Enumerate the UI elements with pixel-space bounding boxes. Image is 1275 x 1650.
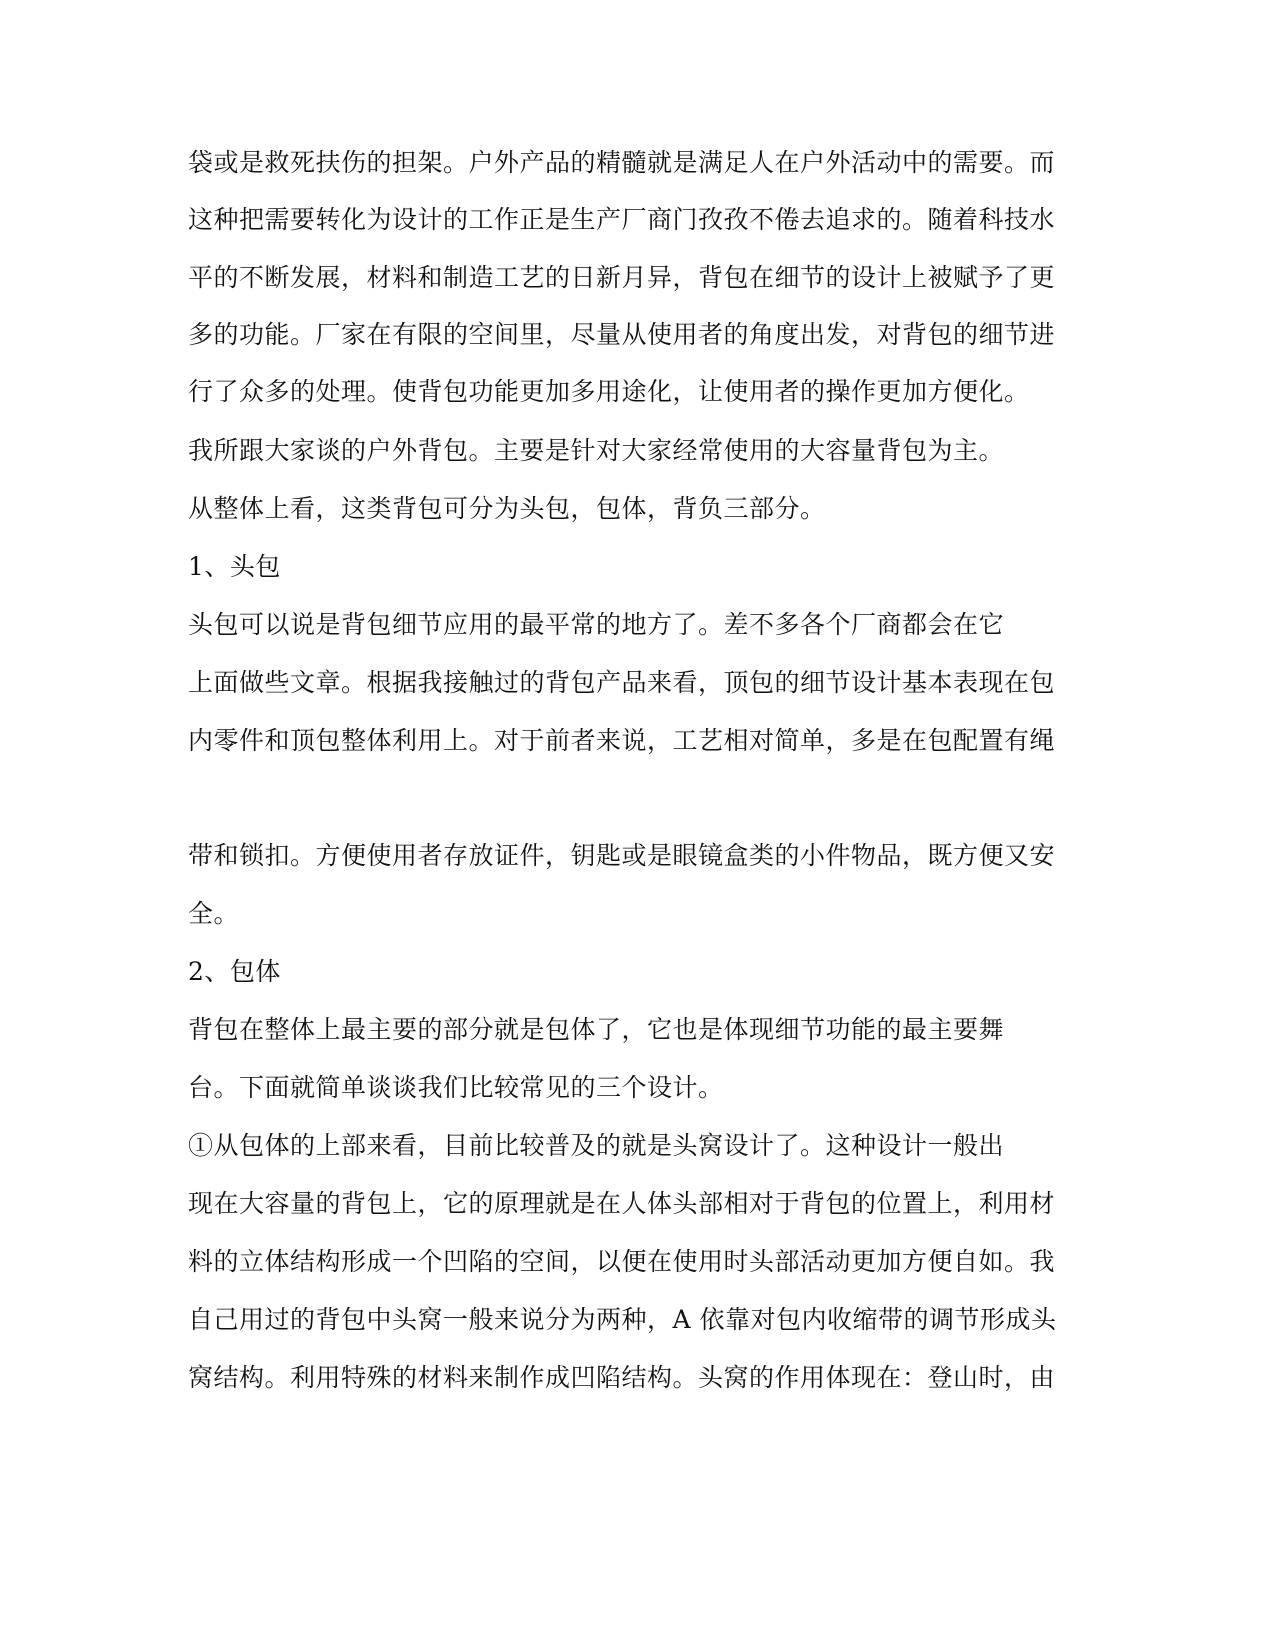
paragraph-line: 头包可以说是背包细节应用的最平常的地方了。差不多各个厂商都会在它: [188, 610, 1005, 639]
paragraph-line: 背包在整体上最主要的部分就是包体了，它也是体现细节功能的最主要舞: [188, 1015, 1005, 1044]
paragraph-line: 自己用过的背包中头窝一般来说分为两种，A 依靠对包内收缩带的调节形成头: [188, 1305, 1057, 1334]
paragraph-line: 带和锁扣。方便使用者存放证件，钥匙或是眼镜盒类的小件物品，既方便又安: [188, 841, 1056, 870]
paragraph-line: 上面做些文章。根据我接触过的背包产品来看，顶包的细节设计基本表现在包: [188, 668, 1056, 697]
paragraph-line: 现在大容量的背包上，它的原理就是在人体头部相对于背包的位置上，利用材: [188, 1189, 1056, 1218]
section-heading: 2、包体: [188, 957, 281, 986]
paragraph-line: 平的不断发展，材料和制造工艺的日新月异，背包在细节的设计上被赋予了更: [188, 263, 1056, 292]
paragraph-line: 内零件和顶包整体利用上。对于前者来说，工艺相对简单，多是在包配置有绳: [188, 726, 1056, 755]
paragraph-line: 袋或是救死扶伤的担架。户外产品的精髓就是满足人在户外活动中的需要。而: [188, 148, 1056, 177]
paragraph-line: 行了众多的处理。使背包功能更加多用途化，让使用者的操作更加方便化。: [188, 377, 1030, 406]
paragraph-line: 全。: [188, 899, 240, 928]
paragraph-line: 从整体上看，这类背包可分为头包，包体，背负三部分。: [188, 494, 826, 523]
paragraph-line: ①从包体的上部来看，目前比较普及的就是头窝设计了。这种设计一般出: [188, 1131, 1005, 1160]
paragraph-line: 这种把需要转化为设计的工作正是生产厂商门孜孜不倦去追求的。随着科技水: [188, 205, 1056, 234]
paragraph-line: 我所跟大家谈的户外背包。主要是针对大家经常使用的大容量背包为主。: [188, 436, 1005, 465]
paragraph-line: 窝结构。利用特殊的材料来制作成凹陷结构。头窝的作用体现在：登山时，由: [188, 1363, 1056, 1392]
paragraph-line: 多的功能。厂家在有限的空间里，尽量从使用者的角度出发，对背包的细节进: [188, 320, 1056, 349]
section-heading: 1、头包: [188, 552, 281, 581]
paragraph-line: 台。下面就简单谈谈我们比较常见的三个设计。: [188, 1073, 724, 1102]
paragraph-line: 料的立体结构形成一个凹陷的空间，以便在使用时头部活动更加方便自如。我: [188, 1247, 1056, 1276]
